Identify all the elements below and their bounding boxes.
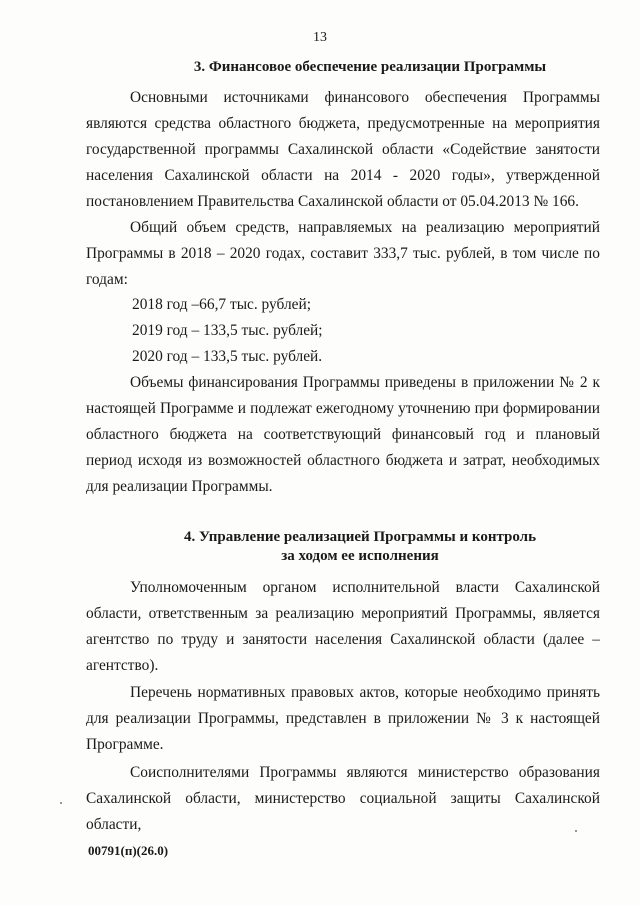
section-4-paragraph-1: Уполномоченным органом исполнительной власти Сахалинской области, ответственным за реализацию мероприятий Программы, является агентство по труду и занятости населения Сахалинской области (далее – агентство). [86,579,600,674]
page-number: 13 [313,30,327,45]
section-4-title [120,528,600,566]
section-3-paragraph-2: Общий объем средств, направляемых на реализацию мероприятий Программы в 2018 – 2020 годах, составит 333,7 тыс. рублей, в том числе по годам: [86,219,600,288]
section-4-title-line-2: за ходом ее исполнения [281,548,439,564]
section-3-paragraph-3: Объемы финансирования Программы приведены в приложении № 2 к настоящей Программе и подлежат ежегодному уточнению при формировании областного бюджета на соответствующий финансовый год и плановый период исходя из возможностей областного бюджета и затрат, необходимых для реализации Программы. [86,374,600,495]
funding-year-2019: 2019 год – 133,5 тыс. рублей; [132,322,323,339]
section-3-title: 3. Финансовое обеспечение реализации Программы [193,59,547,75]
section-3-paragraph-1: Основными источниками финансового обеспечения Программы являются средства областного бюджета, предусмотренные на мероприятия государственной программы Сахалинской области «Содействие занятости населения Сахалинской области на 2014 - 2020 годы», утвержденной постановлением Правительства Сахалинской области от 05.04.2013 № 166. [86,89,600,210]
funding-year-2020: 2020 год – 133,5 тыс. рублей. [132,348,323,365]
scan-speck [60,802,62,804]
section-4-title-line-1: 4. Управление реализацией Программы и контроль [183,529,537,545]
section-4-paragraph-2: Перечень нормативных правовых актов, которые необходимо принять для реализации Программы, представлен в приложении № 3 к настоящей Программе. [86,684,600,753]
section-4-paragraph-3: Соисполнителями Программы являются министерство образования Сахалинской области, министерство социальной защиты Сахалинской области, [86,764,600,833]
document-code: 00791(п)(26.0) [88,843,169,858]
scan-speck [575,830,577,832]
funding-year-2018: 2018 год –66,7 тыс. рублей; [132,296,312,313]
